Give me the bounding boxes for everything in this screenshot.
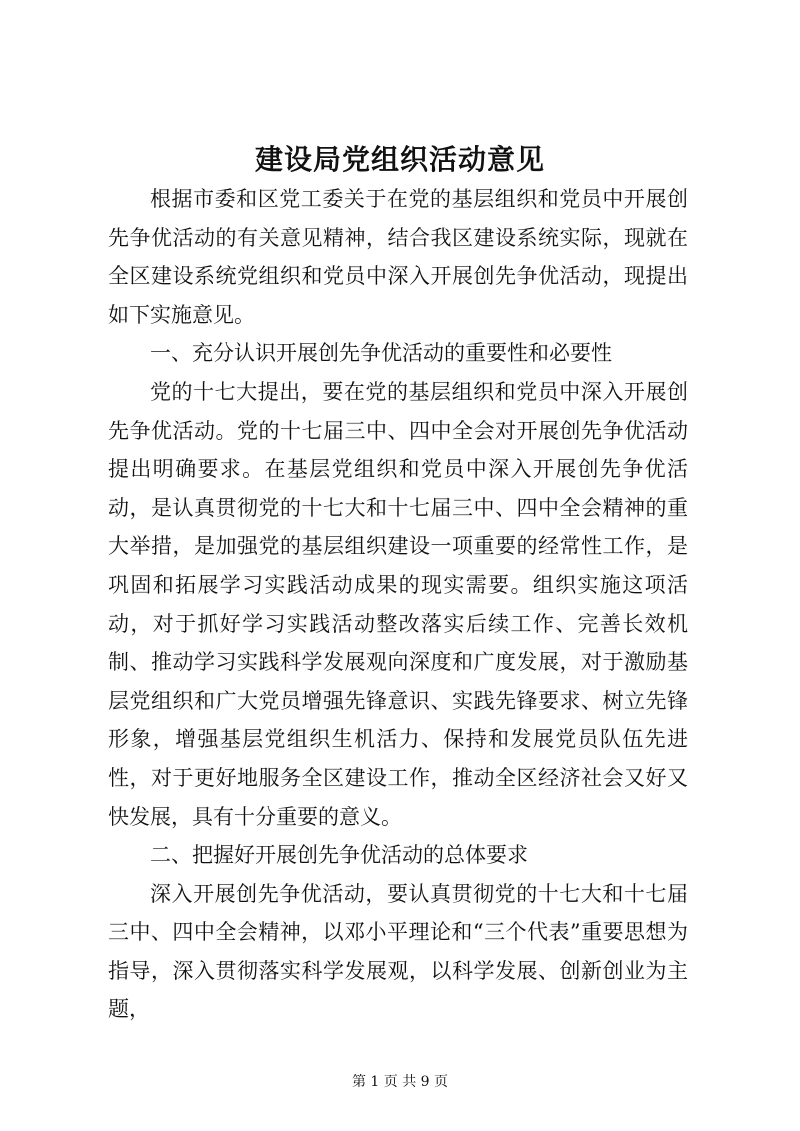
document-title: 建设局党组织活动意见 [254,143,545,176]
section-heading-2: 二、把握好开展创先争优活动的总体要求 [150,843,528,868]
document-body [108,180,688,1029]
section-heading-1: 一、充分认识开展创先争优活动的重要性和必要性 [150,341,612,366]
paragraph-section-2: 深入开展创先争优活动，要认真贯彻党的十七大和十七届三中、四中全会精神，以邓小平理论和“三个代表”重要思想为指导，深入贯彻落实科学发展观，以科学发展、创新创业为主题， [108,881,688,1022]
page-footer: 第 1 页 共 9 页 [351,1074,449,1090]
paragraph-intro: 根据市委和区党工委关于在党的基层组织和党员中开展创先争优活动的有关意见精神，结合我区建设系统实际，现就在全区建设系统党组织和党员中深入开展创先争优活动，现提出如下实施意见。 [108,187,688,327]
paragraph-section-1: 党的十七大提出，要在党的基层组织和党员中深入开展创先争优活动。党的十七届三中、四中全会对开展创先争优活动提出明确要求。在基层党组织和党员中深入开展创先争优活动，是认真贯彻党的十七大和十七届三中、四中全会精神的重大举措，是加强党的基层组织建设一项重要的经常性工作，是巩固和拓展学习实践活动成果的现实需要。组织实施这项活动，对于抓好学习实践活动整改落实后续工作、完善长效机制、推动学习实践科学发展观向深度和广度发展，对于激励基层党组织和广大党员增强先锋意识、实践先锋要求、树立先锋形象，增强基层党组织生机活力、保持和发展党员队伍先进性，对于更好地服务全区建设工作，推动全区经济社会又好又快发展，具有十分重要的意义。 [108,379,688,829]
